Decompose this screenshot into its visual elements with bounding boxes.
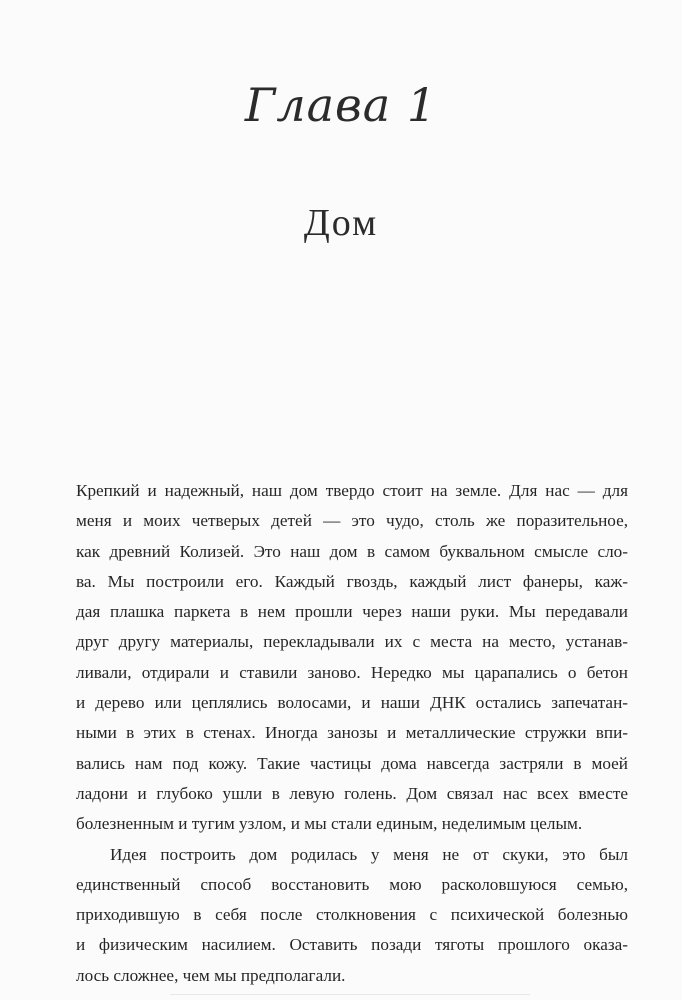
- text-line: как древний Колизей. Это наш дом в самом буквальном смысле сло-: [76, 541, 628, 561]
- text-line: меня и моих четверых детей — это чудо, столь же поразительное,: [76, 511, 628, 531]
- text-line: вались нам под кожу. Такие частицы дома навсегда застряли в моей: [76, 753, 628, 773]
- paragraph-1: [76, 476, 628, 840]
- chapter-title: Дом: [303, 202, 379, 244]
- text-line: ва. Мы построили его. Каждый гвоздь, каждый лист фанеры, каж-: [76, 571, 628, 591]
- text-line: лось сложнее, чем мы предполагали.: [76, 965, 346, 985]
- text-line: друг другу материалы, перекладывали их с места на место, устанав-: [76, 632, 628, 652]
- text-line: болезненным и тугим узлом, и мы стали единым, неделимым целым.: [76, 814, 583, 834]
- text-line: Идея построить дом родилась у меня не от скуки, это был: [110, 844, 628, 864]
- paragraph-2: [76, 840, 628, 991]
- text-line: единственный способ восстановить мою расколовшуюся семью,: [76, 874, 628, 894]
- text-line: ными в этих в стенах. Иногда занозы и металлические стружки впи-: [76, 723, 628, 743]
- chapter-label: Глава 1: [244, 78, 438, 132]
- body-text: [76, 476, 628, 991]
- text-line: ладони и глубоко ушли в левую голень. Дом связал нас всех вместе: [76, 783, 628, 803]
- text-line: приходившую в себя после столкновения с психической болезнью: [76, 905, 628, 925]
- text-line: и дерево или цеплялись волосами, и наши ДНК остались запечатан-: [76, 693, 628, 713]
- text-line: дая плашка паркета в нем прошли через наши руки. Мы передавали: [76, 602, 628, 622]
- text-line: ливали, отдирали и ставили заново. Нередко мы царапались о бетон: [76, 662, 628, 682]
- text-line: и физическим насилием. Оставить позади тяготы прошлого оказа-: [76, 935, 628, 955]
- page-edge-divider: [170, 994, 530, 995]
- text-line: Крепкий и надежный, наш дом твердо стоит на земле. Для нас — для: [76, 481, 628, 500]
